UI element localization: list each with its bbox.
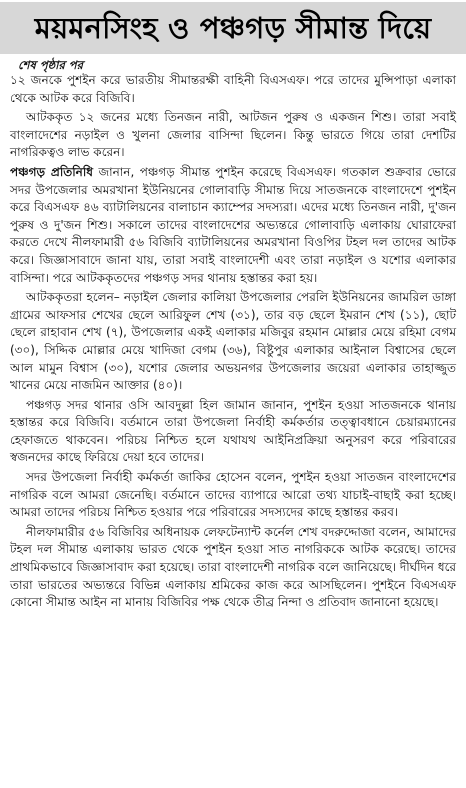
paragraph xyxy=(10,524,456,612)
news-clipping xyxy=(0,2,466,788)
dateline: পঞ্চগড় প্রতিনিধি xyxy=(10,164,94,179)
paragraph xyxy=(10,289,456,395)
paragraph-text: আটককৃতরা হলেন– নড়াইল জেলার কালিয়া উপজেলার পেরলি ইউনিয়নের জামরিল ডাঙ্গা গ্রামের আফসার শেখের ছেলে আরিফুল শেখ (৩১), তার বড় ছেলে ইমরান শেখ (১১), ছোট ছেলে রাহাবান শেখ (৭), উপজেলার একই এলাকার মজিবুর রহমান মোল্লার মেয়ে রহিমা বেগম (৩০), সিদ্দিক মোল্লার মেয়ে খাদিজা বেগম (৩৬), বিষ্টুপুর এলাকার আইনাল বিশ্বাসের ছেলে আল মামুন বিশ্বাস (৩০), যশোর জেলার অভয়নগর উপজেলার জয়েরা এলাকার তাহাজ্জুত খানের মেয়ে নাজমিন আক্তার (৪০)। xyxy=(10,290,456,393)
paragraph-text: আটককৃত ১২ জনের মধ্যে তিনজন নারী, আটজন পুরুষ ও একজন শিশু। তারা সবাই বাংলাদেশের নড়াইল ও খুলনা জেলার বাসিন্দা ছিলেন। কিন্তু ভারতে গিয়ে তারা দেশটির নাগরিকত্বও লাভ করেন। xyxy=(10,110,456,160)
headline: ময়মনসিংহ ও পঞ্চগড় সীমান্ত দিয়ে xyxy=(34,10,432,45)
paragraph-text: ১২ জনকে পুশইন করে ভারতীয় সীমান্তরক্ষী বাহিনী বিএসএফ। পরে তাদের মুন্সিপাড়া এলাকা থেকে আটক করে বিজিবি। xyxy=(10,73,456,105)
paragraph-text: সদর উপজেলা নির্বাহী কর্মকর্তা জাকির হোসেন বলেন, পুশইন হওয়া সাতজন বাংলাদেশের নাগরিক বলে আমরা জেনেছি। বর্তমানে তাদের ব্যাপারে আরো তথ্য যাচাই-বাছাই করা হচ্ছে। আমরা তাদের পরিচয় নিশ্চিত হওয়ার পরে পরিবারের সদস্যদের কাছে হস্তান্তর করব। xyxy=(10,470,456,520)
article-body xyxy=(10,72,456,612)
paragraph xyxy=(10,164,456,287)
paragraph-text: পঞ্চগড় সদর থানার ওসি আবদুল্লা হিল জামান জানান, পুশইন হওয়া সাতজনকে থানায় হস্তান্তর করে বিজিবি। বর্তমানে তারা উপজেলা নির্বাহী কর্মকর্তার তত্ত্বাবধানে চেয়ারম্যানের হেফাজতে থাকবেন। পরিচয় নিশ্চিত হলে যথাযথ আইনিপ্রক্রিয়া অনুসরণ করে পরিবারের স্বজনদের কাছে ফিরিয়ে দেয়া হবে তাদের। xyxy=(10,397,456,465)
paragraph xyxy=(10,72,456,107)
paragraph-text: জানান, পঞ্চগড় সীমান্ত পুশইন করেছে বিএসএফ। গতকাল শুক্রবার ভোরে সদর উপজেলার অমরখানা ইউনিয়নের গোলাবাড়ি সীমান্ত দিয়ে সাতজনকে বাংলাদেশে পুশইন করে বিএসএফ ৪৬ ব্যাটালিয়নের বালাচান ক্যাম্পের সদস্যরা। এদের মধ্যে তিনজন নারী, দু'জন পুরুষ ও দু'জন শিশু। সকালে তাদের বাংলাদেশের অভ্যন্তরে গোলাবাড়ি এলাকায় ঘোরাফেরা করতে দেখে নীলফামারী ৫৬ বিজিবি ব্যাটালিয়নের অমরখানা বিওপির টহল দল তাদের আটক করে। জিজ্ঞাসাবাদে জানা যায়, তারা সবাই বাংলাদেশী এবং তারা নড়াইল ও যশোর এলাকার বাসিন্দা। পরে আটককৃতদের পঞ্চগড় সদর থানায় হস্তান্তর করা হয়। xyxy=(10,164,457,285)
paragraph xyxy=(10,397,456,467)
continued-label: শেষ পৃষ্ঠার পর xyxy=(18,58,83,72)
headline-banner xyxy=(0,2,466,54)
paragraph-text: নীলফামারীর ৫৬ বিজিবির অধিনায়ক লেফটেন্যান্ট কর্নেল শেখ বদরুদ্দোজা বলেন, আমাদের টহল দল সীমান্ত এলাকায় ভারত থেকে পুশইন হওয়া সাত নাগরিককে আটক করেছে। তাদের প্রাথমিকভাবে জিজ্ঞাসাবাদ করা হয়েছে। তারা বাংলাদেশী নাগরিক বলে জানিয়েছে। দীর্ঘদিন ধরে তারা ভারতের অভ্যন্তরে বিভিন্ন এলাকায় শ্রমিকের কাজ করে আসছিলেন। পুশইনে বিএসএফ কোনো সীমান্ত আইন না মানায় বিজিবির পক্ষ থেকে তীব্র নিন্দা ও প্রতিবাদ জানানো হয়েছে। xyxy=(10,524,456,610)
paragraph xyxy=(10,469,456,522)
paragraph xyxy=(10,109,456,162)
